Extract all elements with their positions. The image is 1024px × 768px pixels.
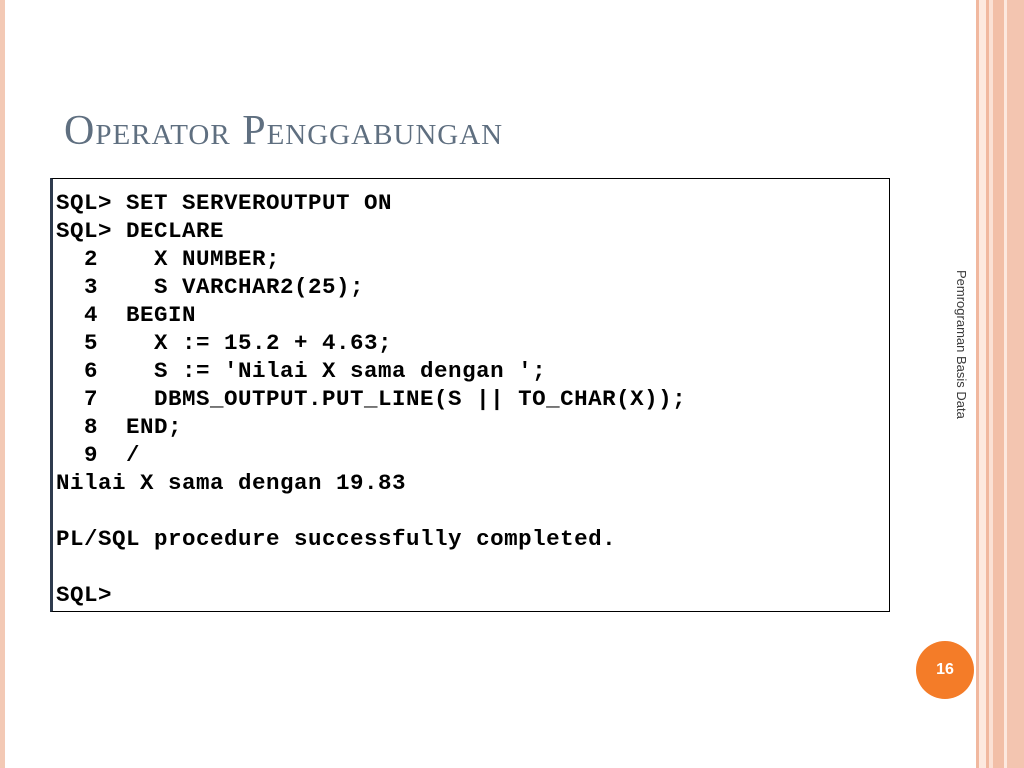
console-output-line: Nilai X sama dengan 19.83 xyxy=(56,470,407,496)
console-line: 9 / xyxy=(56,442,141,468)
console-line: 5 X := 15.2 + 4.63; xyxy=(56,330,393,356)
console-line: 7 DBMS_OUTPUT.PUT_LINE(S || TO_CHAR(X)); xyxy=(56,386,687,412)
console-line: SQL> SET SERVEROUTPUT ON xyxy=(56,190,393,216)
stripe xyxy=(979,0,986,768)
console-blank-line xyxy=(56,553,889,581)
slide-title: Operator Penggabungan xyxy=(64,108,504,154)
page-number: 16 xyxy=(936,661,954,678)
console-line: 3 S VARCHAR2(25); xyxy=(56,274,365,300)
console-line: 8 END; xyxy=(56,414,183,440)
console-line: 6 S := 'Nilai X sama dengan '; xyxy=(56,358,547,384)
left-border-decoration xyxy=(0,0,5,768)
sqlplus-console-screenshot xyxy=(50,178,890,612)
console-line: 4 BEGIN xyxy=(56,302,197,328)
page-number-badge xyxy=(916,641,974,699)
right-stripes-decoration xyxy=(976,0,1024,768)
console-line: SQL> DECLARE xyxy=(56,218,225,244)
console-line: 2 X NUMBER; xyxy=(56,246,281,272)
console-status-line: PL/SQL procedure successfully completed. xyxy=(56,526,617,552)
console-blank-line xyxy=(56,497,889,525)
stripe xyxy=(1007,0,1024,768)
stripe xyxy=(993,0,1004,768)
course-side-label: Pemrograman Basis Data xyxy=(954,270,969,419)
console-prompt-line: SQL> xyxy=(56,582,113,608)
